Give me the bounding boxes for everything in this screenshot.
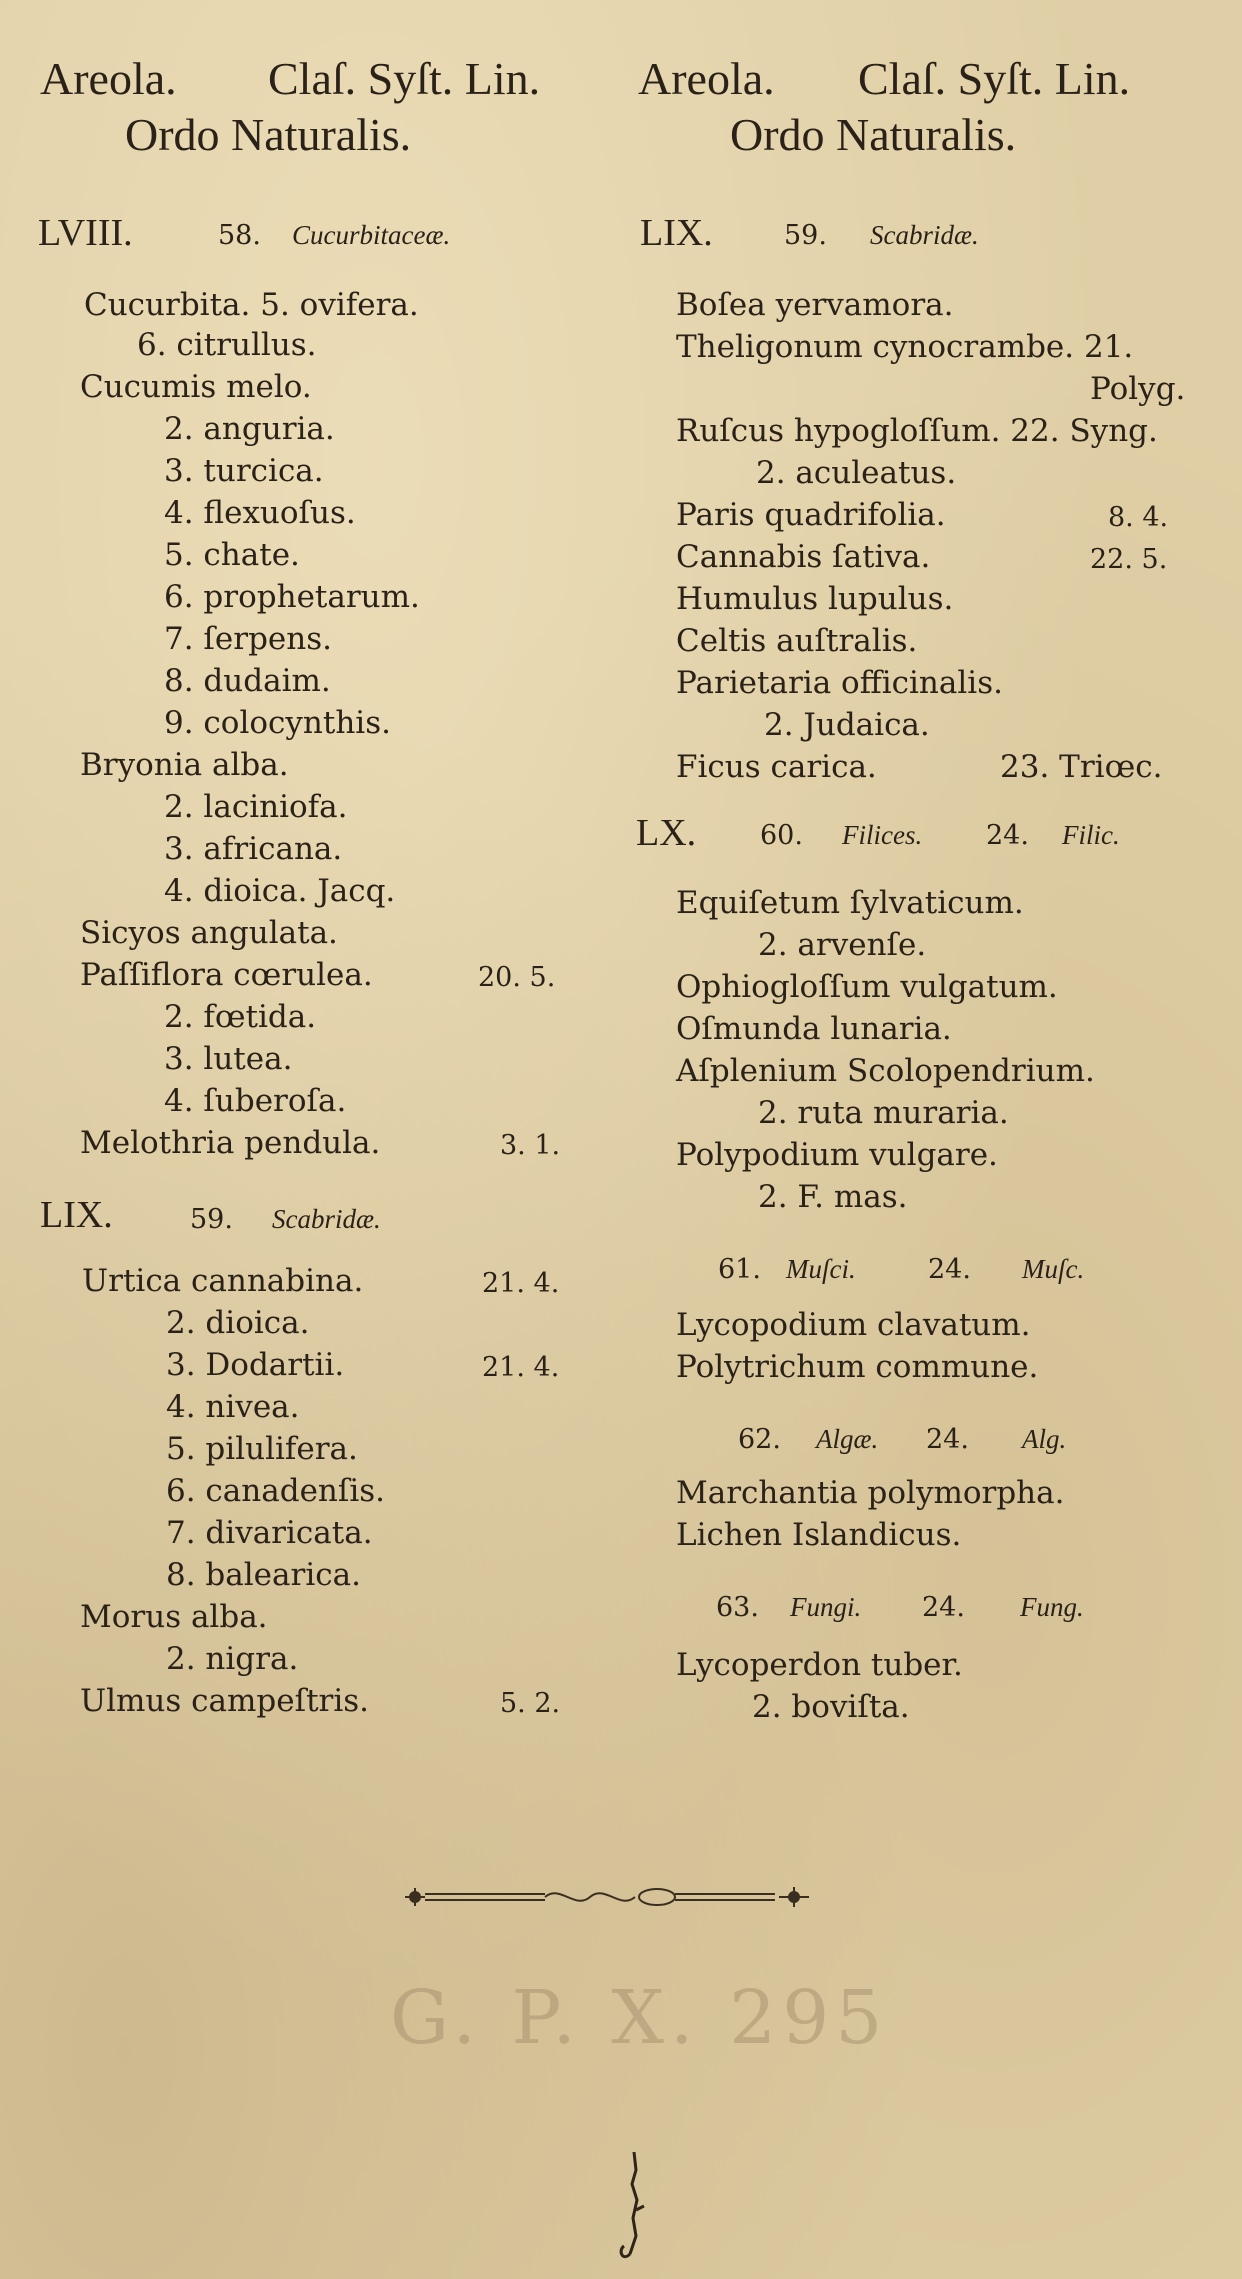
header-left-ordo: Ordo Naturalis.	[125, 109, 412, 160]
plant-entry: 4. dioica. Jacq.	[164, 873, 396, 909]
plant-entry: Paris quadrifolia.	[676, 497, 946, 533]
class-reference: 21. 4.	[482, 1268, 560, 1299]
plant-entry: Humulus lupulus.	[676, 581, 954, 617]
plant-entry: 5. chate.	[164, 537, 300, 573]
plant-entry: Cucumis melo.	[80, 369, 312, 405]
ornamental-rule	[395, 1884, 821, 1910]
plant-entry: 2. fœtida.	[164, 999, 317, 1035]
plant-entry: Ruſcus hypogloſſum. 22. Syng.	[676, 413, 1158, 449]
plant-entry: Theligonum cynocrambe. 21.	[676, 329, 1134, 365]
plant-entry: 3. lutea.	[164, 1041, 293, 1077]
order-number: 59.	[784, 220, 827, 251]
plant-entry: 3. Dodartii.	[166, 1347, 345, 1383]
class-number: 24.	[926, 1424, 969, 1455]
plant-entry: 2. anguria.	[164, 411, 335, 447]
library-stamp: G. P. X. 295	[390, 1975, 889, 2061]
section-number: LX.	[636, 812, 697, 854]
class-reference: Polyg.	[1090, 371, 1186, 407]
class-abbreviation: Muſc.	[1022, 1254, 1085, 1284]
class-reference: 3. 1.	[500, 1130, 561, 1161]
class-abbreviation: Alg.	[1022, 1424, 1067, 1454]
plant-entry: Celtis auſtralis.	[676, 623, 918, 659]
header-right-areola: Areola.	[638, 53, 775, 104]
plant-entry: 8. balearica.	[166, 1557, 361, 1593]
plant-entry: Ulmus campeſtris.	[80, 1683, 370, 1719]
plant-entry: Lichen Islandicus.	[676, 1517, 962, 1553]
plant-entry: 6. prophetarum.	[164, 579, 420, 615]
order-number: 58.	[218, 220, 261, 251]
order-name: Algæ.	[816, 1424, 879, 1454]
plant-entry: 2. ruta muraria.	[758, 1095, 1009, 1131]
plant-entry: 5. pilulifera.	[166, 1431, 358, 1467]
plant-entry: Oſmunda lunaria.	[676, 1011, 952, 1047]
plant-entry: 2. boviſta.	[752, 1689, 910, 1725]
order-number: 59.	[190, 1204, 233, 1235]
plant-entry: Morus alba.	[80, 1599, 268, 1635]
order-name: Scabridæ.	[272, 1204, 381, 1234]
class-number: 24.	[986, 820, 1029, 851]
header-left-areola: Areola.	[40, 53, 177, 104]
plant-entry: Ophiogloſſum vulgatum.	[676, 969, 1058, 1005]
order-name: Muſci.	[786, 1254, 856, 1284]
plant-entry: Paſſiflora cœrulea.	[80, 957, 373, 993]
plant-entry: Urtica cannabina.	[82, 1263, 364, 1299]
plant-entry: 3. turcica.	[164, 453, 324, 489]
header-right-ordo: Ordo Naturalis.	[730, 109, 1017, 160]
plant-entry: 4. flexuoſus.	[164, 495, 356, 531]
plant-entry: Marchantia polymorpha.	[676, 1475, 1065, 1511]
plant-entry: Aſplenium Scolopendrium.	[676, 1053, 1095, 1089]
class-number: 24.	[928, 1254, 971, 1285]
class-reference: 5. 2.	[500, 1688, 561, 1719]
ink-scribble-mark	[610, 2150, 660, 2270]
plant-entry: 7. ſerpens.	[164, 621, 332, 657]
class-reference: 20. 5.	[478, 962, 556, 993]
order-number: 62.	[738, 1424, 781, 1455]
plant-entry: Cannabis ſativa.	[676, 539, 931, 575]
plant-entry: 6. citrullus.	[137, 327, 317, 363]
plant-entry: 2. aculeatus.	[756, 455, 957, 491]
plant-entry: 2. arvenſe.	[758, 927, 927, 963]
header-right-classis: Claſ. Syſt. Lin.	[858, 53, 1131, 104]
section-number: LIX.	[640, 212, 713, 254]
section-number: LVIII.	[38, 212, 133, 254]
plant-entry: Polytrichum commune.	[676, 1349, 1039, 1385]
plant-entry: 2. laciniofa.	[164, 789, 348, 825]
plant-entry: Melothria pendula.	[80, 1125, 381, 1161]
plant-entry: 6. canadenſis.	[166, 1473, 386, 1509]
plant-entry: 3. africana.	[164, 831, 343, 867]
class-number: 24.	[922, 1592, 965, 1623]
plant-entry: 4. ſuberoſa.	[164, 1083, 347, 1119]
plant-entry: Sicyos angulata.	[80, 915, 338, 951]
plant-entry: Bryonia alba.	[80, 747, 289, 783]
plant-entry: Lycopodium clavatum.	[676, 1307, 1031, 1343]
plant-entry: 2. F. mas.	[758, 1179, 908, 1215]
plant-entry: Polypodium vulgare.	[676, 1137, 998, 1173]
plant-entry: Lycoperdon tuber.	[676, 1647, 963, 1683]
class-abbreviation: Fung.	[1020, 1592, 1084, 1622]
plant-entry: Cucurbita. 5. ovifera.	[84, 287, 419, 323]
plant-entry: 2. Judaica.	[764, 707, 930, 743]
order-number: 60.	[760, 820, 803, 851]
plant-entry: Ficus carica.	[676, 749, 877, 785]
plant-entry: 8. dudaim.	[164, 663, 331, 699]
order-name: Scabridæ.	[870, 220, 979, 250]
plant-entry: Parietaria officinalis.	[676, 665, 1003, 701]
order-name: Cucurbitaceæ.	[292, 220, 451, 250]
plant-entry: 4. nivea.	[166, 1389, 300, 1425]
plant-entry: Boſea yervamora.	[676, 287, 954, 323]
plant-entry: 2. nigra.	[166, 1641, 299, 1677]
plant-entry: 2. dioica.	[166, 1305, 310, 1341]
plant-entry: 9. colocynthis.	[164, 705, 391, 741]
order-name: Filices.	[842, 820, 923, 850]
class-reference: 22. 5.	[1090, 544, 1168, 575]
class-reference: 21. 4.	[482, 1352, 560, 1383]
order-number: 61.	[718, 1254, 761, 1285]
plant-entry: 7. divaricata.	[166, 1515, 373, 1551]
order-name: Fungi.	[790, 1592, 862, 1622]
section-number: LIX.	[40, 1194, 113, 1236]
class-abbreviation: Filic.	[1062, 820, 1120, 850]
header-left-classis: Claſ. Syſt. Lin.	[268, 53, 541, 104]
class-reference: 8. 4.	[1108, 502, 1169, 533]
plant-entry: Equiſetum ſylvaticum.	[676, 885, 1024, 921]
order-number: 63.	[716, 1592, 759, 1623]
class-reference: 23. Triœc.	[1000, 749, 1163, 785]
